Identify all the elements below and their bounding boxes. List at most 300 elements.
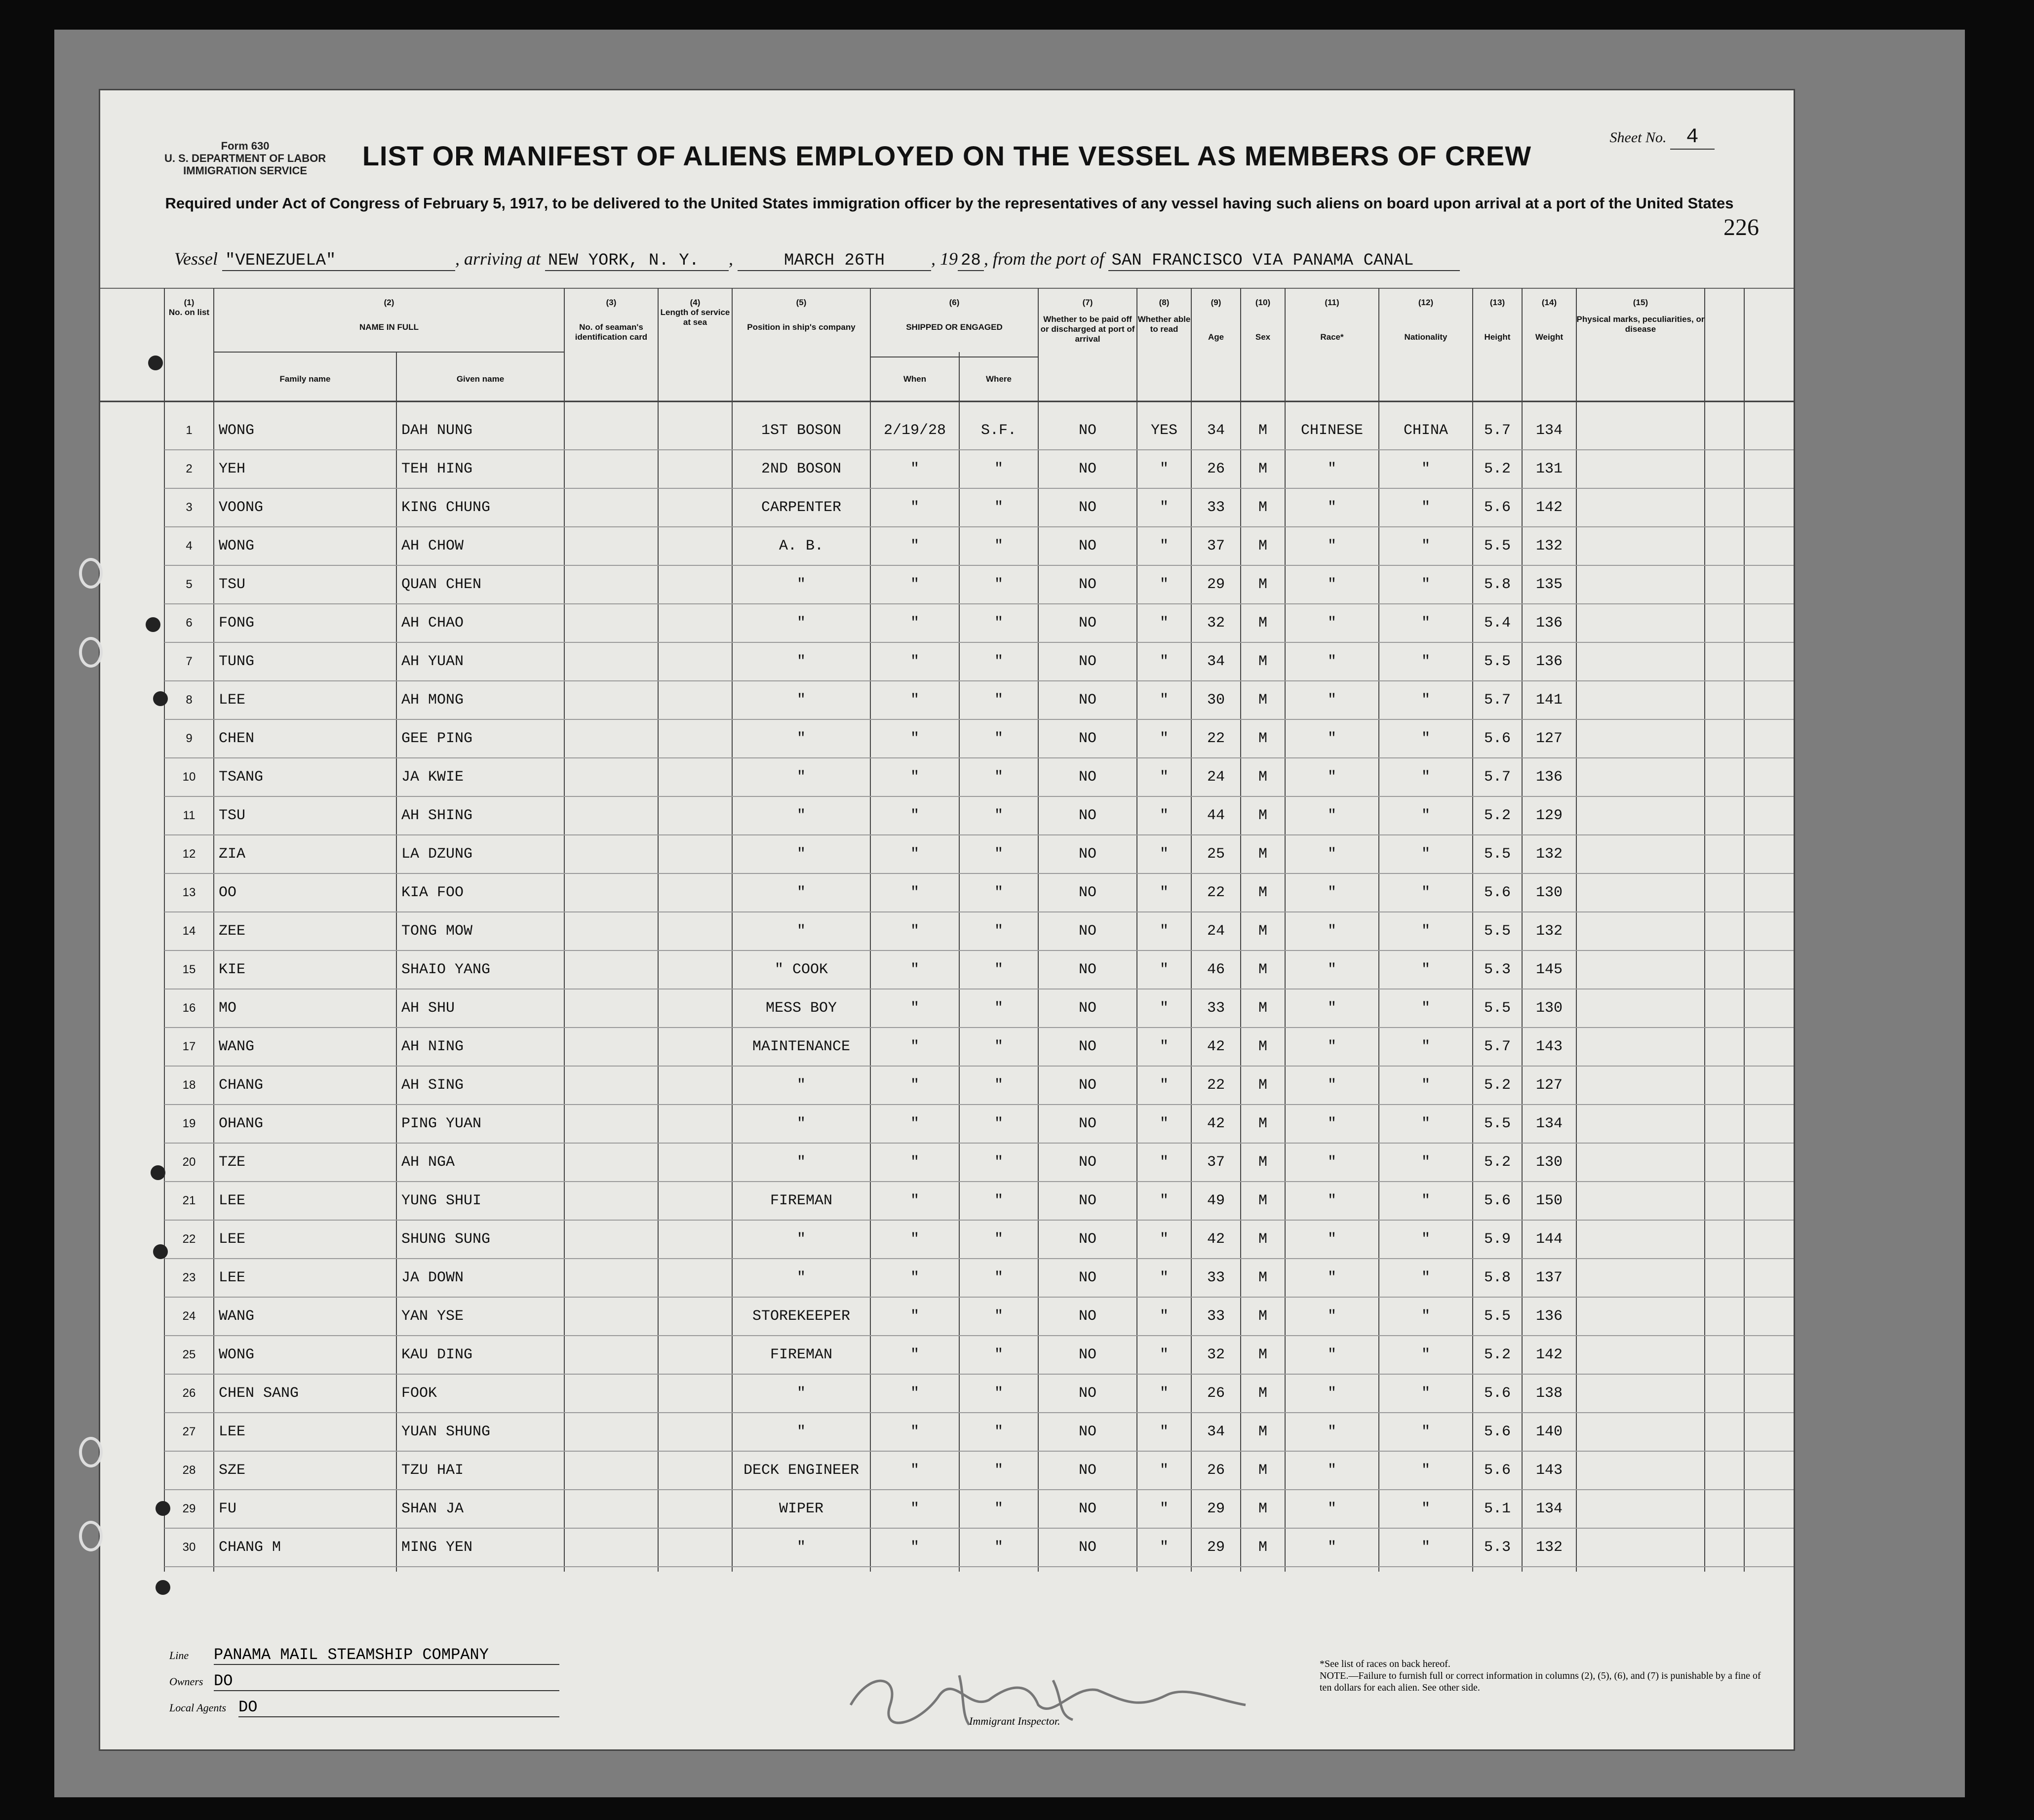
cell-family: WONG bbox=[219, 538, 255, 554]
cell-when: " bbox=[910, 1539, 919, 1556]
col5-header: (5) Position in ship's company bbox=[747, 298, 856, 332]
cell-height: 5.3 bbox=[1484, 1539, 1511, 1556]
cell-where: " bbox=[994, 846, 1003, 863]
cell-weight: 142 bbox=[1535, 499, 1563, 516]
cell-position: " COOK bbox=[774, 961, 828, 978]
cell-paid: NO bbox=[1078, 884, 1096, 901]
cell-position: " bbox=[796, 884, 806, 901]
cell-sex: M bbox=[1258, 1038, 1267, 1055]
cell-no: 12 bbox=[182, 847, 196, 861]
cell-given: AH YUAN bbox=[401, 653, 464, 670]
cell-weight: 140 bbox=[1535, 1424, 1563, 1440]
cell-race: " bbox=[1327, 923, 1336, 940]
cell-where: " bbox=[994, 1385, 1003, 1402]
cell-race: " bbox=[1327, 1269, 1336, 1286]
cell-sex: M bbox=[1258, 1462, 1267, 1479]
cell-race: " bbox=[1327, 846, 1336, 863]
cell-weight: 132 bbox=[1535, 846, 1563, 863]
cell-when: " bbox=[910, 1192, 919, 1209]
arrival-port: NEW YORK, N. Y. bbox=[545, 251, 729, 271]
cell-position: " bbox=[796, 576, 806, 593]
cell-age: 30 bbox=[1207, 692, 1225, 709]
cell-no: 5 bbox=[186, 578, 193, 591]
cell-read: " bbox=[1159, 1269, 1169, 1286]
cell-no: 19 bbox=[182, 1117, 196, 1130]
cell-when: " bbox=[910, 730, 919, 747]
cell-nat: " bbox=[1421, 1077, 1430, 1094]
cell-family: OHANG bbox=[219, 1115, 264, 1132]
cell-read: YES bbox=[1150, 422, 1177, 439]
cell-given: KING CHUNG bbox=[401, 499, 491, 516]
cell-family: LEE bbox=[219, 1424, 246, 1440]
cell-read: " bbox=[1159, 1000, 1169, 1017]
cell-age: 42 bbox=[1207, 1115, 1225, 1132]
cell-no: 7 bbox=[186, 655, 193, 668]
cell-paid: NO bbox=[1078, 1038, 1096, 1055]
cell-sex: M bbox=[1258, 461, 1267, 477]
cell-weight: 136 bbox=[1535, 769, 1563, 786]
cell-weight: 129 bbox=[1535, 807, 1563, 824]
cell-no: 21 bbox=[182, 1194, 196, 1207]
col10-header: (10) Sex bbox=[1255, 298, 1271, 342]
family-name-header: Family name bbox=[279, 374, 331, 384]
cell-weight: 150 bbox=[1535, 1192, 1563, 1209]
cell-age: 46 bbox=[1207, 961, 1225, 978]
cell-given: KAU DING bbox=[401, 1346, 473, 1363]
cell-family: OO bbox=[219, 884, 237, 901]
cell-when: " bbox=[910, 1000, 919, 1017]
sheet-number-label: Sheet No. bbox=[1609, 129, 1667, 146]
cell-no: 13 bbox=[182, 886, 196, 899]
cell-when: " bbox=[910, 499, 919, 516]
cell-read: " bbox=[1159, 884, 1169, 901]
cell-age: 22 bbox=[1207, 730, 1225, 747]
cell-height: 5.5 bbox=[1484, 1000, 1511, 1017]
cell-height: 5.6 bbox=[1484, 499, 1511, 516]
cell-given: AH MONG bbox=[401, 692, 464, 709]
cell-age: 32 bbox=[1207, 615, 1225, 632]
binder-ring bbox=[79, 1521, 103, 1551]
cell-sex: M bbox=[1258, 846, 1267, 863]
cell-age: 42 bbox=[1207, 1038, 1225, 1055]
cell-nat: " bbox=[1421, 1539, 1430, 1556]
cell-height: 5.6 bbox=[1484, 1385, 1511, 1402]
cell-nat: " bbox=[1421, 653, 1430, 670]
cell-given: TONG MOW bbox=[401, 923, 473, 940]
binder-hole bbox=[151, 1165, 165, 1180]
cell-paid: NO bbox=[1078, 923, 1096, 940]
binder-ring bbox=[79, 558, 103, 589]
cell-height: 5.6 bbox=[1484, 884, 1511, 901]
cell-family: WANG bbox=[219, 1038, 255, 1055]
cell-when: " bbox=[910, 1154, 919, 1171]
cell-nat: " bbox=[1421, 769, 1430, 786]
cell-paid: NO bbox=[1078, 807, 1096, 824]
cell-position: STOREKEEPER bbox=[752, 1308, 851, 1325]
from-label: from the port of bbox=[992, 249, 1104, 269]
cell-age: 25 bbox=[1207, 846, 1225, 863]
cell-family: CHEN SANG bbox=[219, 1385, 299, 1402]
page-number: 226 bbox=[1723, 214, 1759, 240]
cell-paid: NO bbox=[1078, 461, 1096, 477]
line-label: Line bbox=[169, 1649, 189, 1662]
cell-sex: M bbox=[1258, 1501, 1267, 1517]
cell-race: " bbox=[1327, 1346, 1336, 1363]
cell-age: 49 bbox=[1207, 1192, 1225, 1209]
cell-when: " bbox=[910, 1077, 919, 1094]
cell-age: 22 bbox=[1207, 1077, 1225, 1094]
cell-given: AH SING bbox=[401, 1077, 464, 1094]
cell-position: " bbox=[796, 769, 806, 786]
arriving-label: arriving at bbox=[464, 249, 541, 269]
cell-race: " bbox=[1327, 730, 1336, 747]
agents-label: Local Agents bbox=[169, 1701, 227, 1714]
cell-given: JA KWIE bbox=[401, 769, 464, 786]
cell-height: 5.5 bbox=[1484, 1308, 1511, 1325]
cell-nat: " bbox=[1421, 499, 1430, 516]
cell-position: " bbox=[796, 730, 806, 747]
form-service: IMMIGRATION SERVICE bbox=[183, 164, 308, 177]
cell-age: 34 bbox=[1207, 1424, 1225, 1440]
cell-read: " bbox=[1159, 846, 1169, 863]
cell-read: " bbox=[1159, 1539, 1169, 1556]
binder-hole bbox=[153, 691, 168, 706]
cell-when: " bbox=[910, 1424, 919, 1440]
cell-given: SHAIO YANG bbox=[401, 961, 491, 978]
cell-weight: 138 bbox=[1535, 1385, 1563, 1402]
cell-family: LEE bbox=[219, 1231, 246, 1248]
binder-hole bbox=[148, 356, 163, 370]
cell-paid: NO bbox=[1078, 1462, 1096, 1479]
cell-sex: M bbox=[1258, 538, 1267, 554]
col14-header: (14) Weight bbox=[1535, 298, 1564, 342]
cell-family: LEE bbox=[219, 692, 246, 709]
cell-no: 26 bbox=[182, 1386, 196, 1400]
cell-paid: NO bbox=[1078, 1154, 1096, 1171]
cell-height: 5.2 bbox=[1484, 461, 1511, 477]
cell-no: 2 bbox=[186, 462, 193, 475]
cell-read: " bbox=[1159, 923, 1169, 940]
cell-weight: 143 bbox=[1535, 1038, 1563, 1055]
cell-when: " bbox=[910, 1115, 919, 1132]
cell-nat: " bbox=[1421, 615, 1430, 632]
cell-where: " bbox=[994, 499, 1003, 516]
cell-race: " bbox=[1327, 1424, 1336, 1440]
cell-race: " bbox=[1327, 769, 1336, 786]
cell-position: " bbox=[796, 653, 806, 670]
cell-family: TSU bbox=[219, 576, 246, 593]
cell-read: " bbox=[1159, 1308, 1169, 1325]
cell-nat: " bbox=[1421, 1308, 1430, 1325]
cell-family: FONG bbox=[219, 615, 255, 632]
col13-header: (13) Height bbox=[1484, 298, 1511, 342]
vessel-name: "VENEZUELA" bbox=[222, 251, 455, 271]
col15-header: (15) Physical marks, peculiarities, or disease bbox=[1576, 298, 1705, 334]
cell-age: 26 bbox=[1207, 461, 1225, 477]
cell-position: " bbox=[796, 1424, 806, 1440]
cell-nat: " bbox=[1421, 1424, 1430, 1440]
cell-read: " bbox=[1159, 1038, 1169, 1055]
cell-weight: 127 bbox=[1535, 1077, 1563, 1094]
cell-weight: 137 bbox=[1535, 1269, 1563, 1286]
cell-position: WIPER bbox=[779, 1501, 823, 1517]
cell-sex: M bbox=[1258, 1154, 1267, 1171]
cell-weight: 134 bbox=[1535, 1501, 1563, 1517]
cell-when: " bbox=[910, 1462, 919, 1479]
cell-position: " bbox=[796, 923, 806, 940]
cell-given: DAH NUNG bbox=[401, 422, 473, 439]
cell-given: FOOK bbox=[401, 1385, 437, 1402]
cell-race: " bbox=[1327, 461, 1336, 477]
cell-read: " bbox=[1159, 1501, 1169, 1517]
cell-sex: M bbox=[1258, 730, 1267, 747]
cell-no: 23 bbox=[182, 1271, 196, 1284]
cell-race: " bbox=[1327, 1115, 1336, 1132]
cell-given: AH CHAO bbox=[401, 615, 464, 632]
cell-when: " bbox=[910, 461, 919, 477]
cell-age: 29 bbox=[1207, 1501, 1225, 1517]
cell-read: " bbox=[1159, 1346, 1169, 1363]
cell-paid: NO bbox=[1078, 846, 1096, 863]
cell-when: " bbox=[910, 884, 919, 901]
cell-family: ZIA bbox=[219, 846, 246, 863]
form-department: U. S. DEPARTMENT OF LABOR bbox=[164, 152, 326, 164]
col2-header: (2) NAME IN FULL bbox=[359, 298, 419, 332]
cell-paid: NO bbox=[1078, 1115, 1096, 1132]
cell-paid: NO bbox=[1078, 692, 1096, 709]
col4-header: (4) Length of service at sea bbox=[660, 298, 730, 327]
cell-read: " bbox=[1159, 653, 1169, 670]
cell-weight: 131 bbox=[1535, 461, 1563, 477]
cell-sex: M bbox=[1258, 1077, 1267, 1094]
cell-when: 2/19/28 bbox=[883, 422, 946, 439]
cell-position: " bbox=[796, 692, 806, 709]
cell-age: 24 bbox=[1207, 769, 1225, 786]
origin-port: SAN FRANCISCO VIA PANAMA CANAL bbox=[1108, 251, 1460, 271]
cell-age: 29 bbox=[1207, 1539, 1225, 1556]
cell-paid: NO bbox=[1078, 1077, 1096, 1094]
cell-height: 5.5 bbox=[1484, 923, 1511, 940]
cell-height: 5.7 bbox=[1484, 769, 1511, 786]
cell-sex: M bbox=[1258, 1231, 1267, 1248]
cell-when: " bbox=[910, 1038, 919, 1055]
cell-race: " bbox=[1327, 961, 1336, 978]
cell-nat: " bbox=[1421, 1501, 1430, 1517]
cell-sex: M bbox=[1258, 615, 1267, 632]
cell-family: TSU bbox=[219, 807, 246, 824]
vessel-line: Vessel "VENEZUELA" , arriving at NEW YORK, N. Y. , MARCH 26TH , 19 28 , from the port of SAN FRANCISCO VIA PANAMA CANAL bbox=[174, 248, 1460, 271]
cell-race: " bbox=[1327, 1000, 1336, 1017]
cell-read: " bbox=[1159, 1385, 1169, 1402]
cell-read: " bbox=[1159, 576, 1169, 593]
cell-age: 33 bbox=[1207, 1000, 1225, 1017]
cell-position: " bbox=[796, 1269, 806, 1286]
cell-where: " bbox=[994, 1346, 1003, 1363]
cell-where: S.F. bbox=[980, 422, 1017, 439]
cell-height: 5.6 bbox=[1484, 1462, 1511, 1479]
cell-position: " bbox=[796, 1154, 806, 1171]
binder-hole bbox=[156, 1501, 170, 1516]
cell-weight: 143 bbox=[1535, 1462, 1563, 1479]
cell-read: " bbox=[1159, 615, 1169, 632]
cell-race: " bbox=[1327, 692, 1336, 709]
cell-height: 5.4 bbox=[1484, 615, 1511, 632]
cell-sex: M bbox=[1258, 1385, 1267, 1402]
cell-where: " bbox=[994, 1231, 1003, 1248]
col1-header: (1) No. on list bbox=[168, 298, 210, 317]
cell-race: " bbox=[1327, 1501, 1336, 1517]
cell-age: 33 bbox=[1207, 499, 1225, 516]
cell-sex: M bbox=[1258, 1000, 1267, 1017]
cell-when: " bbox=[910, 769, 919, 786]
cell-where: " bbox=[994, 692, 1003, 709]
cell-paid: NO bbox=[1078, 499, 1096, 516]
cell-nat: " bbox=[1421, 807, 1430, 824]
cell-height: 5.2 bbox=[1484, 807, 1511, 824]
cell-paid: NO bbox=[1078, 422, 1096, 439]
col8-header: (8) Whether able to read bbox=[1137, 298, 1191, 334]
cell-family: WONG bbox=[219, 422, 255, 439]
cell-race: " bbox=[1327, 499, 1336, 516]
cell-height: 5.7 bbox=[1484, 1038, 1511, 1055]
cell-sex: M bbox=[1258, 1115, 1267, 1132]
cell-family: MO bbox=[219, 1000, 237, 1017]
binder-hole bbox=[146, 617, 160, 632]
cell-where: " bbox=[994, 807, 1003, 824]
page-title: LIST OR MANIFEST OF ALIENS EMPLOYED ON THE VESSEL AS MEMBERS OF CREW bbox=[362, 140, 1532, 171]
sheet-number-value: 4 bbox=[1670, 125, 1715, 150]
cell-paid: NO bbox=[1078, 1539, 1096, 1556]
cell-weight: 136 bbox=[1535, 1308, 1563, 1325]
cell-family: TSANG bbox=[219, 769, 264, 786]
cell-nat: " bbox=[1421, 538, 1430, 554]
cell-race: " bbox=[1327, 1462, 1336, 1479]
cell-height: 5.7 bbox=[1484, 692, 1511, 709]
cell-sex: M bbox=[1258, 1424, 1267, 1440]
cell-given: AH CHOW bbox=[401, 538, 464, 554]
cell-nat: " bbox=[1421, 1000, 1430, 1017]
cell-where: " bbox=[994, 538, 1003, 554]
cell-race: " bbox=[1327, 1385, 1336, 1402]
cell-nat: CHINA bbox=[1403, 422, 1448, 439]
cell-weight: 130 bbox=[1535, 884, 1563, 901]
cell-when: " bbox=[910, 615, 919, 632]
cell-where: " bbox=[994, 1501, 1003, 1517]
cell-read: " bbox=[1159, 769, 1169, 786]
cell-sex: M bbox=[1258, 422, 1267, 439]
cell-when: " bbox=[910, 1385, 919, 1402]
cell-sex: M bbox=[1258, 576, 1267, 593]
cell-where: " bbox=[994, 884, 1003, 901]
cell-position: " bbox=[796, 1115, 806, 1132]
cell-given: AH NGA bbox=[401, 1154, 455, 1171]
cell-height: 5.5 bbox=[1484, 1115, 1511, 1132]
cell-nat: " bbox=[1421, 1192, 1430, 1209]
cell-where: " bbox=[994, 1038, 1003, 1055]
cell-given: KIA FOO bbox=[401, 884, 464, 901]
cell-paid: NO bbox=[1078, 1192, 1096, 1209]
fine-note: NOTE.—Failure to furnish full or correct information in columns (2), (5), (6), and (7) is punishable by a fine of ten dollars for each alien. See other side. bbox=[1320, 1670, 1761, 1693]
cell-height: 5.5 bbox=[1484, 846, 1511, 863]
col11-header: (11) Race* bbox=[1320, 298, 1344, 342]
cell-given: LA DZUNG bbox=[401, 846, 473, 863]
cell-when: " bbox=[910, 1231, 919, 1248]
cell-nat: " bbox=[1421, 1154, 1430, 1171]
cell-given: MING YEN bbox=[401, 1539, 473, 1556]
cell-nat: " bbox=[1421, 923, 1430, 940]
cell-when: " bbox=[910, 961, 919, 978]
cell-family: WANG bbox=[219, 1308, 255, 1325]
cell-height: 5.2 bbox=[1484, 1077, 1511, 1094]
cell-nat: " bbox=[1421, 1038, 1430, 1055]
cell-no: 14 bbox=[182, 924, 196, 938]
cell-height: 5.8 bbox=[1484, 576, 1511, 593]
cell-where: " bbox=[994, 1462, 1003, 1479]
cell-height: 5.5 bbox=[1484, 653, 1511, 670]
cell-paid: NO bbox=[1078, 576, 1096, 593]
cell-race: " bbox=[1327, 538, 1336, 554]
where-header: Where bbox=[986, 374, 1012, 384]
cell-given: PING YUAN bbox=[401, 1115, 482, 1132]
cell-given: AH SHU bbox=[401, 1000, 455, 1017]
col7-header: (7) Whether to be paid off or discharged at port of arrival bbox=[1040, 298, 1135, 344]
cell-when: " bbox=[910, 1308, 919, 1325]
cell-weight: 134 bbox=[1535, 1115, 1563, 1132]
cell-family: LEE bbox=[219, 1269, 246, 1286]
cell-when: " bbox=[910, 1501, 919, 1517]
cell-when: " bbox=[910, 807, 919, 824]
cell-when: " bbox=[910, 538, 919, 554]
cell-position: " bbox=[796, 1077, 806, 1094]
cell-family: SZE bbox=[219, 1462, 246, 1479]
cell-family: LEE bbox=[219, 1192, 246, 1209]
cell-when: " bbox=[910, 1346, 919, 1363]
cell-height: 5.2 bbox=[1484, 1346, 1511, 1363]
cell-no: 18 bbox=[182, 1078, 196, 1092]
cell-weight: 132 bbox=[1535, 923, 1563, 940]
cell-when: " bbox=[910, 692, 919, 709]
cell-nat: " bbox=[1421, 961, 1430, 978]
binder-hole bbox=[156, 1580, 170, 1595]
cell-position: MAINTENANCE bbox=[752, 1038, 851, 1055]
cell-position: DECK ENGINEER bbox=[743, 1462, 860, 1479]
cell-where: " bbox=[994, 576, 1003, 593]
cell-read: " bbox=[1159, 692, 1169, 709]
binder-ring bbox=[79, 1437, 103, 1467]
cell-position: 1ST BOSON bbox=[761, 422, 842, 439]
cell-nat: " bbox=[1421, 1346, 1430, 1363]
cell-no: 4 bbox=[186, 539, 193, 553]
cell-no: 28 bbox=[182, 1464, 196, 1477]
col9-header: (9) Age bbox=[1208, 298, 1224, 342]
cell-sex: M bbox=[1258, 1346, 1267, 1363]
cell-no: 10 bbox=[182, 770, 196, 784]
cell-age: 32 bbox=[1207, 1346, 1225, 1363]
cell-where: " bbox=[994, 1000, 1003, 1017]
cell-race: " bbox=[1327, 576, 1336, 593]
cell-sex: M bbox=[1258, 961, 1267, 978]
cell-read: " bbox=[1159, 1115, 1169, 1132]
cell-no: 17 bbox=[182, 1040, 196, 1053]
cell-weight: 144 bbox=[1535, 1231, 1563, 1248]
cell-height: 5.7 bbox=[1484, 422, 1511, 439]
cell-where: " bbox=[994, 1269, 1003, 1286]
cell-race: " bbox=[1327, 884, 1336, 901]
cell-position: " bbox=[796, 846, 806, 863]
cell-no: 1 bbox=[186, 424, 193, 437]
cell-sex: M bbox=[1258, 692, 1267, 709]
cell-nat: " bbox=[1421, 1269, 1430, 1286]
